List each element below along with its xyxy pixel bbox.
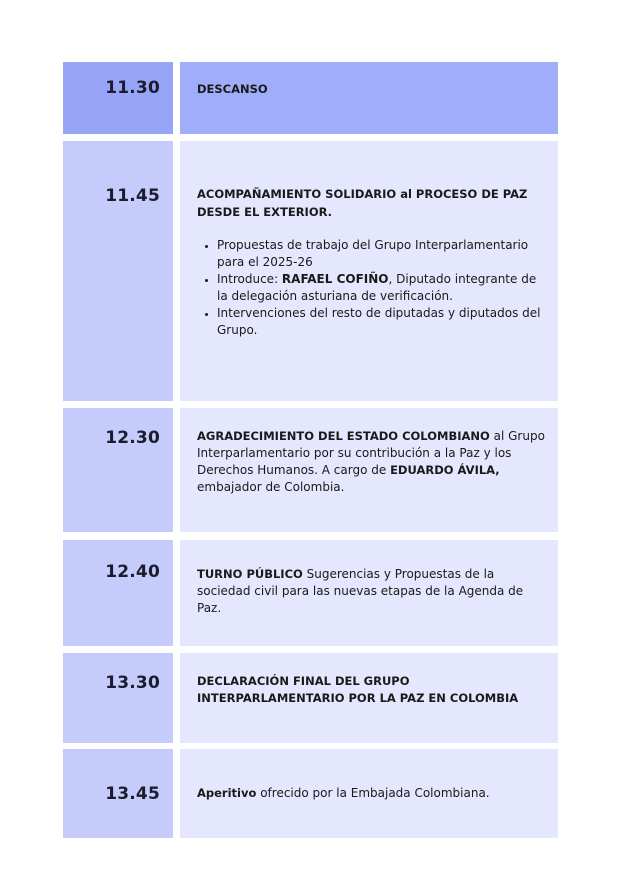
session-lead: TURNO PÚBLICO <box>197 567 303 581</box>
session-title: DECLARACIÓN FINAL DEL GRUPO INTERPARLAMENTARIO POR LA PAZ EN COLOMBIA <box>197 674 519 705</box>
content-cell <box>180 141 558 401</box>
bullet-prefix: Introduce: <box>217 272 282 286</box>
time-cell <box>63 653 173 743</box>
session-title: DESCANSO <box>197 82 268 96</box>
time-label: 12.30 <box>105 428 160 448</box>
content-cell <box>180 540 558 646</box>
time-label: 13.45 <box>105 784 160 804</box>
schedule-row-1345 <box>63 749 558 838</box>
speaker-name: EDUARDO ÁVILA, <box>390 463 500 477</box>
session-bullets <box>197 237 546 339</box>
session-body: Sugerencias y Propuestas de la sociedad civil para las nuevas etapas de la Agenda de Paz. <box>197 567 524 615</box>
time-cell <box>63 749 173 838</box>
schedule-row-1330 <box>63 653 558 743</box>
content-cell <box>180 749 558 838</box>
time-label: 13.30 <box>105 673 160 693</box>
session-tail: embajador de Colombia. <box>197 480 345 494</box>
session-body: al Grupo Interparlamentario por su contribución a la Paz y los Derechos Humanos. A cargo de <box>197 429 545 477</box>
session-body: ofrecido por la Embajada Colombiana. <box>256 786 490 800</box>
bullet-item <box>217 237 546 271</box>
time-label: 11.30 <box>105 78 160 98</box>
content-cell <box>180 62 558 134</box>
time-cell <box>63 62 173 134</box>
time-label: 12.40 <box>105 562 160 582</box>
speaker-name: RAFAEL COFIÑO <box>281 272 389 286</box>
bullet-text: Intervenciones del resto de diputadas y diputados del Grupo. <box>217 306 541 337</box>
schedule-row-1130 <box>63 62 558 134</box>
schedule-row-1230 <box>63 408 558 532</box>
content-cell <box>180 408 558 532</box>
time-cell <box>63 540 173 646</box>
content-cell <box>180 653 558 743</box>
bullet-text: Propuestas de trabajo del Grupo Interparlamentario para el 2025-26 <box>217 238 529 269</box>
schedule-row-1240 <box>63 540 558 646</box>
time-cell <box>63 408 173 532</box>
session-title: ACOMPAÑAMIENTO SOLIDARIO al PROCESO DE PAZ DESDE EL EXTERIOR. <box>197 187 528 219</box>
session-lead: Aperitivo <box>197 786 257 800</box>
schedule-row-1145 <box>63 141 558 401</box>
time-cell <box>63 141 173 401</box>
session-description <box>197 785 546 802</box>
bullet-suffix: , Diputado integrante de la delegación asturiana de verificación. <box>217 272 537 303</box>
session-description <box>197 428 546 496</box>
session-description <box>197 566 546 617</box>
time-label: 11.45 <box>105 186 160 206</box>
session-lead: AGRADECIMIENTO DEL ESTADO COLOMBIANO <box>197 429 490 443</box>
bullet-list <box>197 237 546 339</box>
bullet-item <box>217 305 546 339</box>
bullet-item <box>217 271 546 305</box>
